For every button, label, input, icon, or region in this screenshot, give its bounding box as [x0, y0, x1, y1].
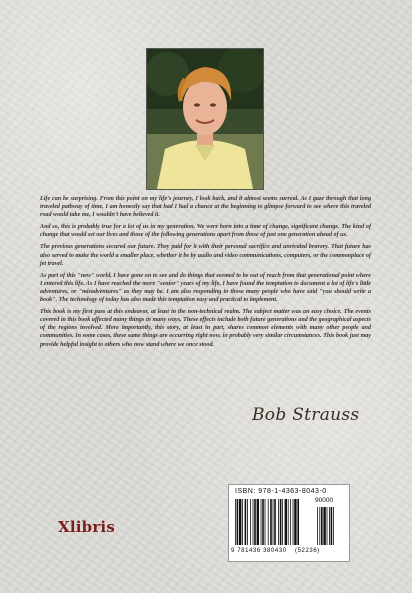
blurb-paragraph-5: This book is my first pass at this endeavor, at least in the non-technical realm. The subject matter was an easy choice. The events covered in this book affected many things in many ways. These effects include both future generations and the geographical aspects of the regions involved. More importantly, this story, at least in part, shares common elements with many other people and communities. In some cases, these same things are occurring right now, in probably very similar circumstances. This book just may provide helpful insight to others who now stand where we once stood. [40, 309, 371, 348]
barcode-bar [235, 499, 236, 545]
barcode-bar [293, 499, 294, 545]
blurb-paragraph-4: As part of this "new" world, I have gone on to see and do things that seemed to be out of reach from that generational point where I entered this life. As I have reached the more "senior" years of my life, I have found the temptation to document a lot of life's little adventures, or "misadventures" as they may be. I am also responding to those many people who have said "you should write a book". The technology of today has also made this temptation easy and practical to implement. [40, 272, 371, 304]
barcode-bar [247, 499, 248, 545]
barcode-bar [237, 499, 239, 545]
isbn-label: ISBN: 978-1-4363-8043-0 [235, 488, 327, 495]
barcode-bar [297, 499, 299, 545]
barcode-bar [261, 499, 262, 545]
barcode-addon-bar [321, 507, 323, 545]
author-photo [146, 48, 264, 190]
barcode-bar [250, 499, 251, 545]
barcode-addon-bar [317, 507, 318, 545]
barcode-bar [273, 499, 274, 545]
barcode-addon-bar [323, 507, 325, 545]
barcode-bar [245, 499, 247, 545]
barcode-bar [290, 499, 291, 545]
barcode-bar [242, 499, 243, 545]
barcode-bar [280, 499, 282, 545]
barcode-bar [282, 499, 283, 545]
barcode-bar [270, 499, 272, 545]
ean-addon: (52236) [295, 548, 320, 554]
blurb-paragraph-3: The previous generations secured our future. They paid for it with their personal sacrifice and unrivaled bravery. That future has also served to make the world a smaller place, whether it be by audio and video communications, computers, or the commonplace of jet travel. [40, 244, 371, 267]
barcode-bar [278, 499, 279, 545]
back-cover-blurb [40, 195, 371, 353]
barcode-bar [288, 499, 289, 545]
barcode-addon-bar [329, 507, 330, 545]
barcode-bars [233, 499, 345, 547]
barcode-bar [254, 499, 256, 545]
barcode-bar [268, 499, 269, 545]
barcode-bar [239, 499, 241, 545]
publisher-name: Xlibris [58, 518, 115, 536]
barcode-addon-bar [331, 507, 333, 545]
barcode-bar [257, 499, 259, 545]
author-signature: Bob Strauss [252, 405, 360, 425]
barcode-bar [253, 499, 254, 545]
barcode-bar [274, 499, 276, 545]
barcode-bar [294, 499, 296, 545]
isbn-barcode [228, 484, 350, 562]
blurb-paragraph-2: And so, this is probably true for a lot of us in my generation. We were born into a time of change, significant change. The kind of change that would set our lives and those of the following generations apart from those of just one generation ahead of us. [40, 224, 371, 239]
barcode-addon-bar [319, 507, 320, 545]
ean-digits [231, 548, 347, 554]
barcode-bar [265, 499, 266, 545]
barcode-addon-bar [333, 507, 334, 545]
barcode-addon-bar [327, 507, 328, 545]
barcode-bar [262, 499, 264, 545]
price-code: 90000 [315, 497, 334, 504]
publisher-logo [54, 517, 130, 541]
blurb-paragraph-1: Life can be surprising. From this point on my life's journey, I look back, and it almost seems surreal. As I gaze through that long traveled pathway of time, I am honestly say that had I had a chance at the beginning to glimpse forward to see where this traveled road would take me, I wouldn't have believed it. [40, 196, 371, 219]
ean-number: 9 781436 380430 [231, 548, 287, 554]
barcode-bar [285, 499, 287, 545]
